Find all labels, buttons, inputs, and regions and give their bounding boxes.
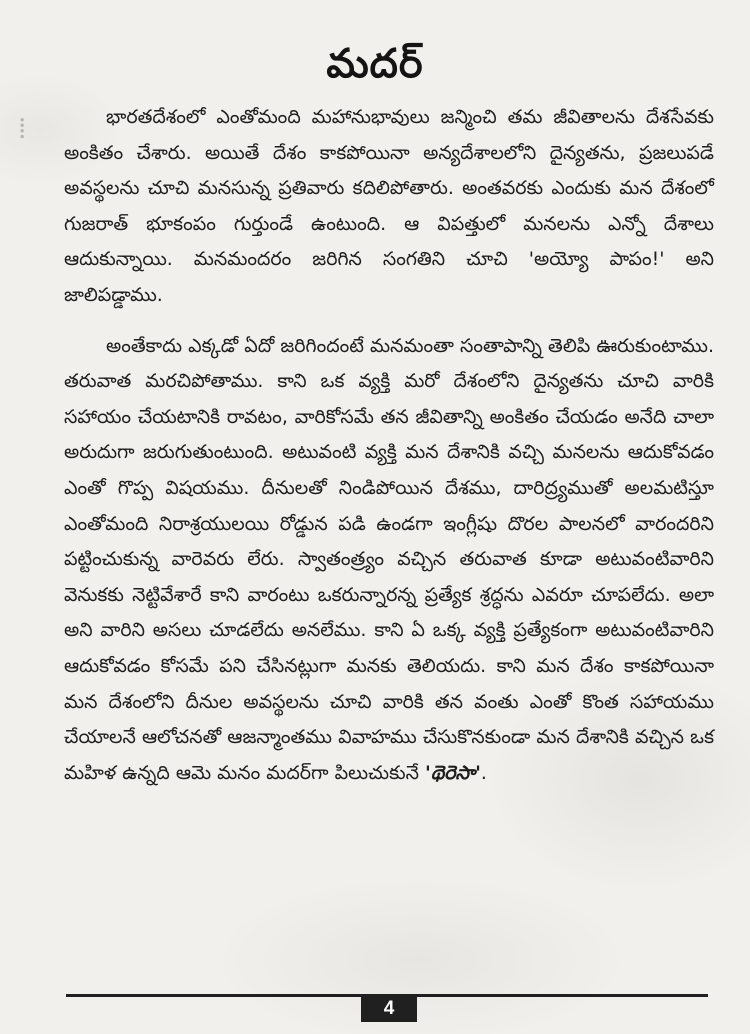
page-number: 4 bbox=[361, 995, 417, 1022]
closing-name: 'థెరెసా' bbox=[425, 761, 481, 784]
closing-punctuation: . bbox=[480, 761, 487, 784]
scan-smudge-mark: ⁞ bbox=[18, 111, 27, 146]
chapter-body bbox=[64, 100, 714, 791]
paragraph-2-text: అంతేకాదు ఎక్కడో ఏదో జరిగిందంటే మనమంతా సంతాపాన్ని తెలిపి ఊరుకుంటాము. తరువాత మరచిపోతాము. కాని ఒక వ్యక్తి మరో దేశంలోని దైన్యతను చూచి వారికి సహాయం చేయటానికి రావటం, వారికోసమే తన జీవితాన్ని అంకితం చేయడం అనేది చాలా అరుదుగా జరుగుతుంటుంది. అటువంటి వ్యక్తి మన దేశానికి వచ్చి మనలను ఆదుకోవడం ఎంతో గొప్ప విషయము. దీనులతో నిండిపోయిన దేశము, దారిద్ర్యముతో అలమటిస్తూ ఎంతోమంది నిరాశ్రయులయి రోడ్డున పడి ఉండగా ఇంగ్లీషు దొరల పాలనలో వారందరిని పట్టించుకున్న వారెవరు లేరు. స్వాతంత్ర్యం వచ్చిన తరువాత కూడా అటువంటివారిని వెనుకకు నెట్టివేశారే కాని వారంటు ఒకరున్నారన్న ప్రత్యేక శ్రద్ధను ఎవరూ చూపలేదు. అలా అని వారిని అసలు చూడలేదు అనలేము. కాని ఏ ఒక్క వ్యక్తి ప్రత్యేకంగా అటువంటివారిని ఆదుకోవడం కోసమే పని చేసినట్లుగా మనకు తెలియదు. కాని మన దేశం కాకపోయినా మన దేశంలోని దీనుల అవస్థలను చూచి వారికి తన వంతు ఎంతో కొంత సహాయము చేయాలనే ఆలోచనతో ఆజన్మాంతము వివాహము చేసుకొనకుండా మన దేశానికి వచ్చిన ఒక మహిళ ఉన్నది ఆమె మనం మదర్‌గా పిలుచుకునే bbox=[64, 334, 714, 784]
paragraph-1: భారతదేశంలో ఎంతోమంది మహానుభావులు జన్మించి తమ జీవితాలను దేశసేవకు అంకితం చేశారు. అయితే దేశం కాకపోయినా అన్యదేశాలలోని దైన్యతను, ప్రజలుపడే అవస్థలను చూచి మనసున్న ప్రతివారు కదిలిపోతారు. అంతవరకు ఎందుకు మన దేశంలో గుజరాత్ భూకంపం గుర్తుండే ఉంటుంది. ఆ విపత్తులో మనలను ఎన్నో దేశాలు ఆదుకున్నాయి. మనమందరం జరిగిన సంగతిని చూచి 'అయ్యో పాపం!' అని జాలిపడ్డాము. bbox=[64, 106, 714, 306]
chapter-title: మదర్ bbox=[326, 41, 424, 87]
paragraph-2 bbox=[64, 329, 714, 792]
